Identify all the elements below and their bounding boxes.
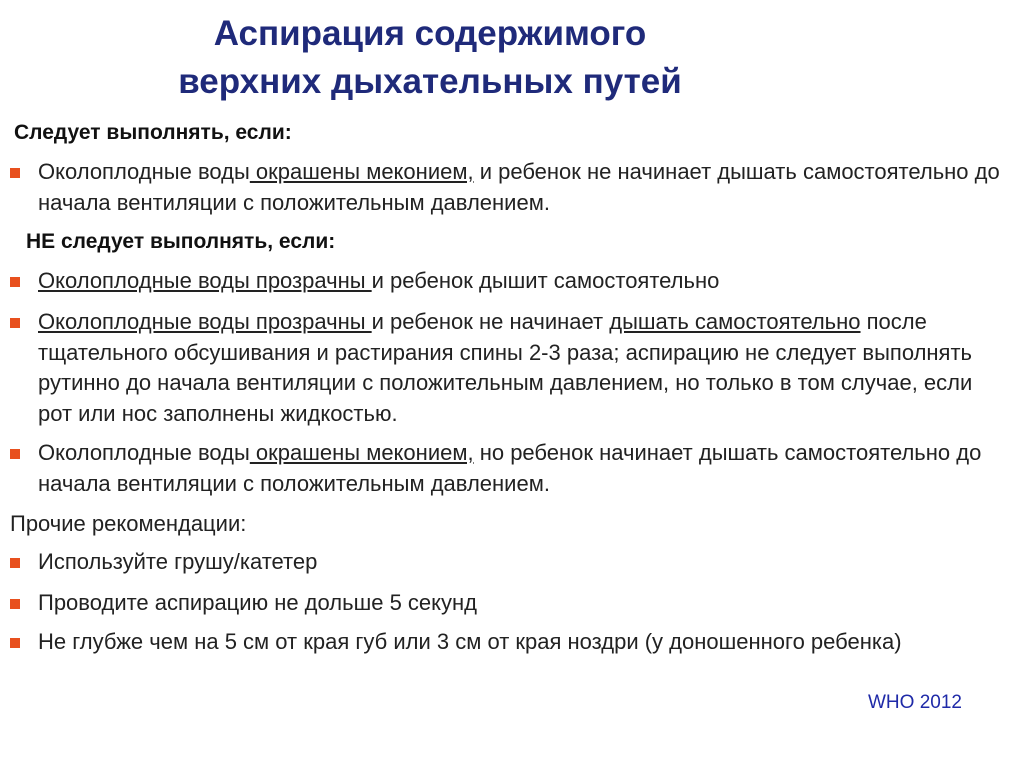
item-text: Околоплодные воды прозрачны и ребенок дышит самостоятельно [38, 268, 720, 293]
square-bullet-icon [10, 599, 20, 609]
item-text: Околоплодные воды окрашены меконием, и ребенок не начинает дышать самостоятельно до начала вентиляции с положительным давлением. [38, 159, 1000, 215]
square-bullet-icon [10, 558, 20, 568]
item-text: Проводите аспирацию не дольше 5 секунд [38, 590, 478, 615]
square-bullet-icon [10, 277, 20, 287]
heading-other-recommendations: Прочие рекомендации: [10, 511, 247, 536]
slide-title [0, 10, 860, 106]
square-bullet-icon [10, 168, 20, 178]
heading-should-perform: Следует выполнять, если: [14, 121, 292, 144]
square-bullet-icon [10, 318, 20, 328]
item-text: Околоплодные воды окрашены меконием, но ребенок начинает дышать самостоятельно до начала вентиляции с положительным давлением. [38, 440, 982, 496]
title-line-2: верхних дыхательных путей [178, 62, 682, 101]
heading-should-not-perform: НЕ следует выполнять, если: [26, 230, 336, 253]
square-bullet-icon [10, 638, 20, 648]
item-text: Используйте грушу/катетер [38, 549, 318, 574]
source-citation: WHO 2012 [868, 692, 962, 713]
item-text: Не глубже чем на 5 см от края губ или 3 см от края ноздри (у доношенного ребенка) [38, 629, 902, 654]
item-text: Околоплодные воды прозрачны и ребенок не начинает дышать самостоятельно после тщательного обсушивания и растирания спины 2-3 раза; аспирацию не следует выполнять рутинно до начала вентиляции с положительным давлением, но только в том случае, если рот или нос заполнены жидкостью. [38, 309, 973, 426]
title-line-1: Аспирация содержимого [213, 14, 647, 53]
square-bullet-icon [10, 449, 20, 459]
